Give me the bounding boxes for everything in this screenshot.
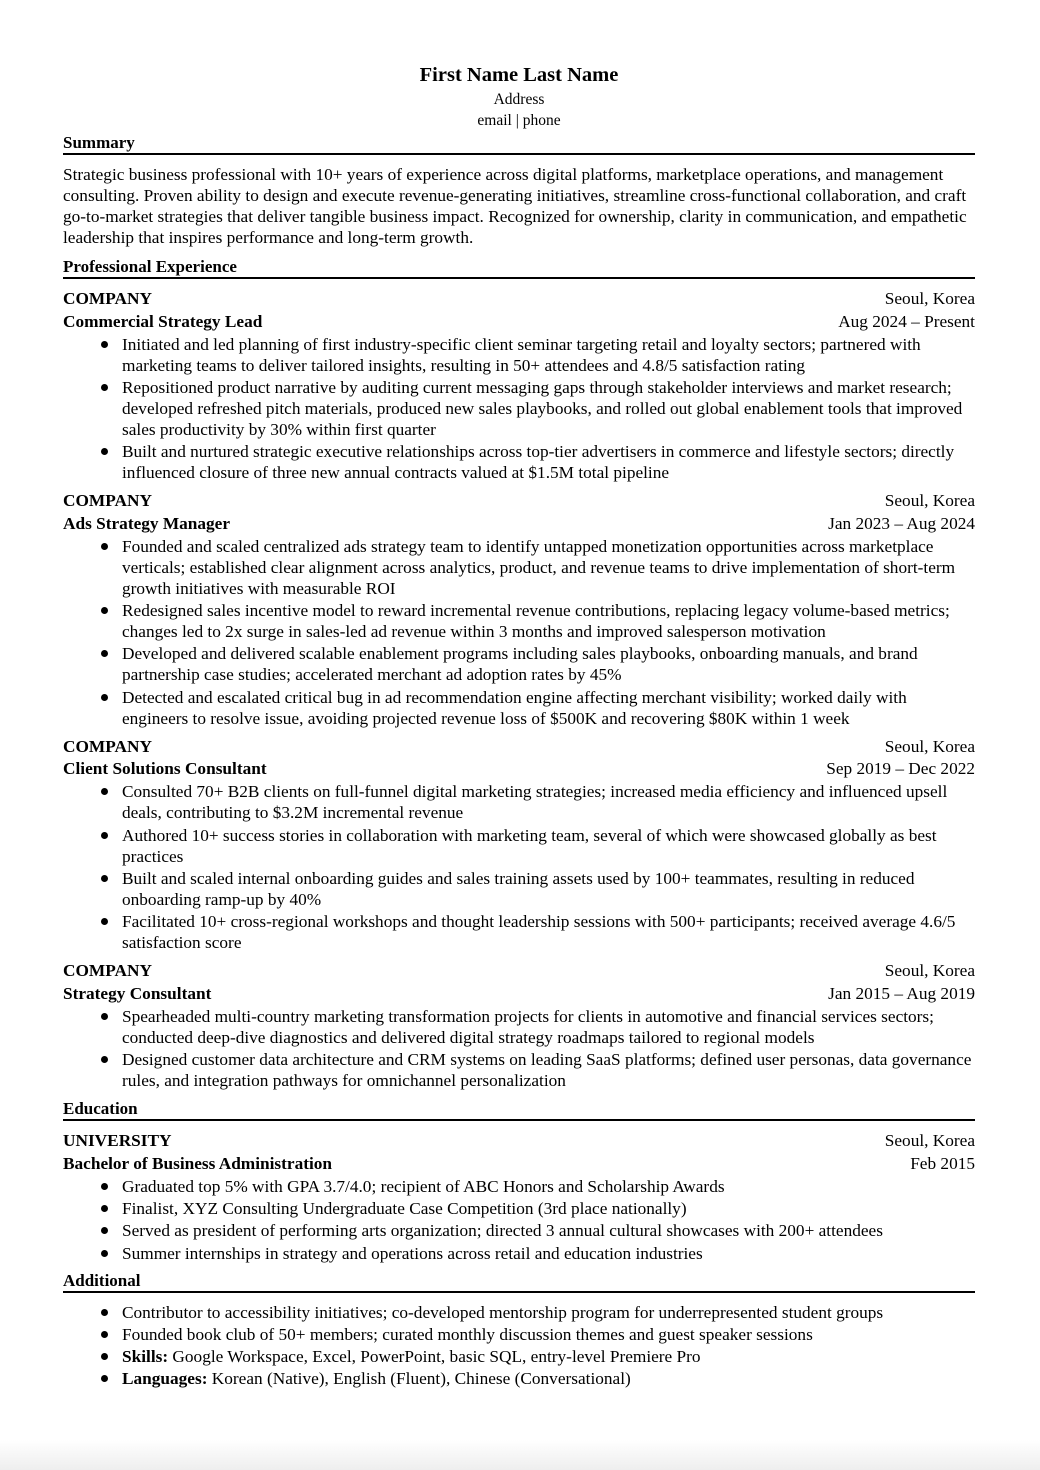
education-bullet: Summer internships in strategy and operations across retail and education industries [122, 1243, 975, 1264]
job-bullet: Redesigned sales incentive model to reward incremental revenue contributions, replacing legacy volume-based metrics; changes led to 2x surge in sales-led ad revenue within 3 months and improved salesperson motivation [122, 600, 975, 642]
job-title: Client Solutions Consultant [63, 759, 267, 779]
skills-label: Skills: [122, 1347, 169, 1367]
experience-list [63, 288, 975, 1091]
job-bullet: Founded and scaled centralized ads strategy team to identify untapped monetization opportunities across marketplace verticals; established clear alignment across analytics, product, and revenue teams to drive implementation of short-term growth initiatives with measurable ROI [122, 536, 975, 599]
additional-section [63, 1270, 975, 1390]
job-entry [63, 736, 975, 953]
candidate-name: First Name Last Name [419, 64, 619, 86]
job-dates: Aug 2024 – Present [838, 311, 975, 331]
job-bullets [63, 1006, 975, 1091]
job-bullet: Built and nurtured strategic executive relationships across top-tier advertisers in commerce and lifestyle sectors; directly influenced closure of three new annual contracts valued at $1.5M total pipeline [122, 441, 975, 483]
resume-page [63, 61, 975, 1391]
graduation-date: Feb 2015 [910, 1153, 975, 1173]
job-bullets [63, 334, 975, 484]
job-title: Strategy Consultant [63, 983, 212, 1003]
job-bullet: Facilitated 10+ cross-regional workshops and thought leadership sessions with 500+ participants; received average 4.6/5 satisfaction score [122, 911, 975, 953]
school-name: UNIVERSITY [63, 1131, 172, 1151]
job-location: Seoul, Korea [884, 736, 975, 756]
company-name: COMPANY [63, 289, 152, 308]
skills-bullet [122, 1346, 975, 1367]
section-title-additional: Additional [63, 1270, 975, 1293]
job-location: Seoul, Korea [884, 961, 975, 981]
languages-label: Languages: [122, 1369, 208, 1389]
additional-bullets [63, 1302, 975, 1390]
languages-bullet [122, 1368, 975, 1389]
education-bullet: Finalist, XYZ Consulting Undergraduate Case Competition (3rd place nationally) [122, 1198, 975, 1219]
job-bullet: Initiated and led planning of first industry-specific client seminar targeting retail and loyalty sectors; partnered with marketing teams to deliver tailored insights, resulting in 50+ attendees and 4.8/5 satisfaction rating [122, 334, 975, 376]
job-location: Seoul, Korea [884, 289, 975, 308]
education-bullet: Graduated top 5% with GPA 3.7/4.0; recipient of ABC Honors and Scholarship Awards [122, 1176, 975, 1197]
job-title: Ads Strategy Manager [63, 513, 231, 533]
job-bullet: Consulted 70+ B2B clients on full-funnel digital marketing strategies; increased media efficiency and influenced upsell deals, contributing to $3.2M incremental revenue [122, 781, 975, 823]
job-bullets [63, 781, 975, 953]
job-dates: Jan 2023 – Aug 2024 [828, 513, 975, 533]
section-title-experience: Professional Experience [63, 256, 975, 279]
languages-text: Korean (Native), English (Fluent), Chinese (Conversational) [207, 1369, 631, 1389]
job-bullet: Designed customer data architecture and CRM systems on leading SaaS platforms; defined user personas, data governance rules, and integration pathways for omnichannel personalization [122, 1049, 975, 1091]
job-entry [63, 490, 975, 728]
job-bullet: Developed and delivered scalable enablement programs including sales playbooks, onboarding manuals, and brand partnership case studies; accelerated merchant ad adoption rates by 45% [122, 643, 975, 685]
job-entry [63, 288, 975, 483]
education-section [63, 1098, 975, 1263]
additional-bullet: Founded book club of 50+ members; curated monthly discussion themes and guest speaker sessions [122, 1324, 975, 1345]
education-entry [63, 1130, 975, 1263]
job-bullet: Repositioned product narrative by auditing current messaging gaps through stakeholder interviews and market research; developed refreshed pitch materials, produced new sales playbooks, and rolled out global enablement tools that improved sales productivity by 30% within first quarter [122, 377, 975, 440]
job-location: Seoul, Korea [884, 491, 975, 511]
education-bullet: Served as president of performing arts organization; directed 3 annual cultural showcases with 200+ attendees [122, 1220, 975, 1241]
company-name: COMPANY [63, 491, 152, 511]
resume-header [63, 61, 975, 131]
job-bullets [63, 536, 975, 729]
job-bullet: Spearheaded multi-country marketing transformation projects for clients in automotive and financial services sectors; conducted deep-dive diagnostics and delivered digital strategy roadmaps tailored to regional models [122, 1006, 975, 1048]
additional-bullet: Contributor to accessibility initiatives; co-developed mentorship program for underrepresented student groups [122, 1302, 975, 1323]
summary-section [63, 132, 975, 248]
job-dates: Sep 2019 – Dec 2022 [826, 759, 975, 779]
section-title-summary: Summary [63, 132, 975, 155]
company-name: COMPANY [63, 736, 152, 756]
job-bullet: Authored 10+ success stories in collaboration with marketing team, several of which were showcased globally as best practices [122, 825, 975, 867]
address: Address [493, 91, 545, 108]
job-title: Commercial Strategy Lead [63, 311, 263, 331]
school-location: Seoul, Korea [884, 1131, 975, 1151]
page-bottom-shadow [0, 1440, 1040, 1470]
section-title-education: Education [63, 1098, 975, 1121]
education-bullets [63, 1176, 975, 1264]
job-entry [63, 960, 975, 1091]
experience-section [63, 256, 975, 1091]
contact-info: email | phone [477, 112, 561, 129]
job-bullet: Built and scaled internal onboarding guides and sales training assets used by 100+ teammates, resulting in reduced onboarding ramp-up by 40% [122, 868, 975, 910]
job-dates: Jan 2015 – Aug 2019 [828, 983, 975, 1003]
company-name: COMPANY [63, 961, 152, 981]
summary-text: Strategic business professional with 10+ years of experience across digital platforms, marketplace operations, and management consulting. Proven ability to design and execute revenue-generating initiatives, streamline cross-functional collaboration, and craft go-to-market strategies that deliver tangible business impact. Recognized for ownership, clarity in communication, and empathetic leadership that inspires performance and long-term growth. [63, 165, 967, 247]
job-bullet: Detected and escalated critical bug in ad recommendation engine affecting merchant visibility; worked daily with engineers to resolve issue, avoiding projected revenue loss of $500K and recovering $80K within 1 week [122, 687, 975, 729]
degree-title: Bachelor of Business Administration [63, 1153, 333, 1173]
skills-text: Google Workspace, Excel, PowerPoint, basic SQL, entry-level Premiere Pro [168, 1347, 701, 1367]
